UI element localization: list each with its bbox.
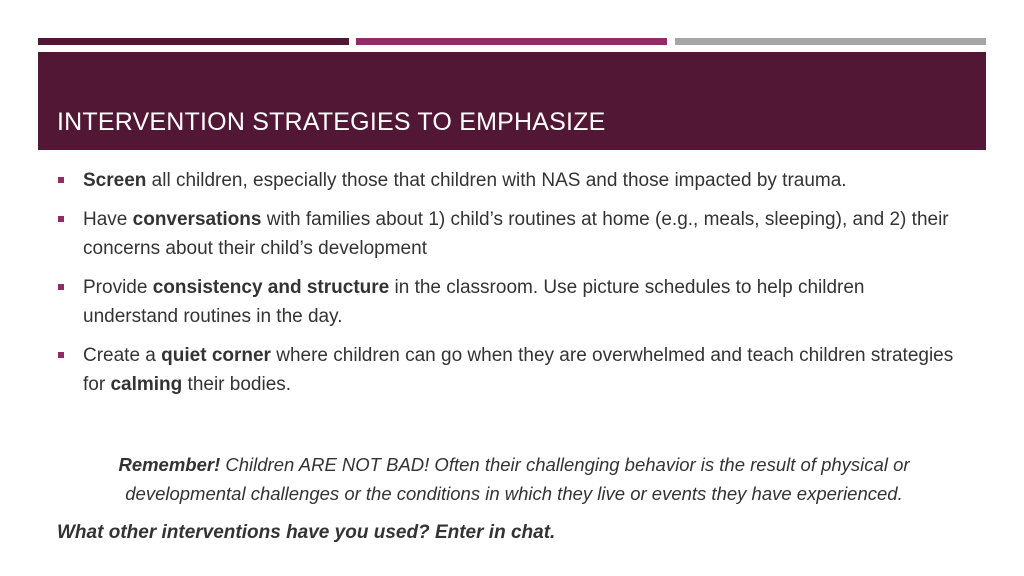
bullet-item-conversations xyxy=(57,205,957,263)
bullet-bold: consistency and structure xyxy=(152,277,390,298)
bullet-item-quiet-corner xyxy=(57,341,957,399)
bullet-bold: Screen xyxy=(83,170,147,191)
square-bullet-icon xyxy=(58,216,64,222)
bullet-mid: where children can go when they are overwhelmed and teach children strategies for xyxy=(83,345,954,395)
bullet-text: their bodies. xyxy=(182,374,292,395)
remember-note xyxy=(60,450,968,508)
remember-label: Remember! xyxy=(118,454,221,475)
square-bullet-icon xyxy=(58,177,64,183)
bullet-item-consistency xyxy=(57,273,957,331)
bullet-bold: quiet corner xyxy=(161,345,271,366)
bullet-text: in the classroom. Use picture schedules to help children understand routines in the day. xyxy=(83,277,865,327)
chat-question: What other interventions have you used? Enter in chat. xyxy=(57,522,556,543)
bullet-pre: Provide xyxy=(83,277,153,298)
bullet-pre: Have xyxy=(83,209,133,230)
bullet-bold-2: calming xyxy=(110,374,183,395)
remember-text: Children ARE NOT BAD! Often their challenging behavior is the result of physical or developmental challenges or the conditions in which they live or events they have experienced. xyxy=(125,454,910,504)
bullet-pre: Create a xyxy=(83,345,162,366)
bullet-text: all children, especially those that children with NAS and those impacted by trauma. xyxy=(146,170,847,191)
square-bullet-icon xyxy=(58,352,64,358)
square-bullet-icon xyxy=(58,284,64,290)
bullet-item-screen xyxy=(57,166,957,195)
bullet-bold: conversations xyxy=(132,209,262,230)
bullet-text: with families about 1) child’s routines at home (e.g., meals, sleeping), and 2) their concerns about their child’s development xyxy=(83,209,949,259)
bullet-list xyxy=(57,166,957,409)
accent-bar-dark xyxy=(38,38,349,45)
accent-bar-gray xyxy=(675,38,986,45)
title-band xyxy=(38,52,986,150)
slide-title: INTERVENTION STRATEGIES TO EMPHASIZE xyxy=(57,108,606,136)
accent-bar-magenta xyxy=(356,38,667,45)
